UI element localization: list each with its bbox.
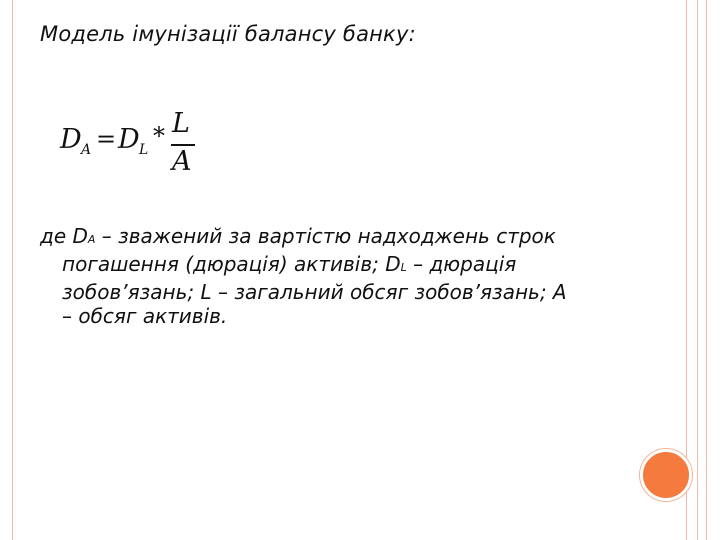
formula-rhs-variable: D: [118, 124, 140, 155]
explanation-line-2-start: погашення (дюрація) активів; D: [62, 252, 401, 276]
formula-multiply-sign: *: [153, 122, 165, 150]
explanation-line-1-end: – зважений за вартістю надходжень строк: [95, 224, 556, 248]
explanation-line-4: – обсяг активів.: [62, 304, 228, 328]
explanation-line-3: зобов’язань; L – загальний обсяг зобов’язань; A: [62, 280, 567, 304]
formula-denominator: A: [172, 146, 192, 177]
formula-rhs-subscript: L: [139, 142, 149, 158]
right-border-frame: [706, 0, 720, 540]
slide-title: Модель імунізації балансу банку:: [40, 22, 416, 46]
explanation-subscript-a: A: [87, 233, 96, 246]
formula-lhs-subscript: A: [81, 142, 92, 158]
formula-equals-sign: =: [96, 125, 117, 153]
explanation-line-1: [40, 224, 660, 252]
explanation-line-1-start: де D: [40, 224, 88, 248]
explanation-paragraph: [40, 224, 660, 328]
right-frame-line-inner: [697, 0, 698, 540]
left-border-frame: [0, 0, 13, 540]
immunization-formula: [58, 108, 218, 178]
explanation-subscript-l: L: [400, 261, 407, 274]
explanation-line-2-end: – дюрація: [406, 252, 517, 276]
formula-lhs-variable: D: [60, 124, 82, 155]
explanation-line-2: [40, 252, 660, 280]
decorative-orange-circle: [640, 449, 692, 501]
formula-numerator: L: [172, 108, 190, 139]
